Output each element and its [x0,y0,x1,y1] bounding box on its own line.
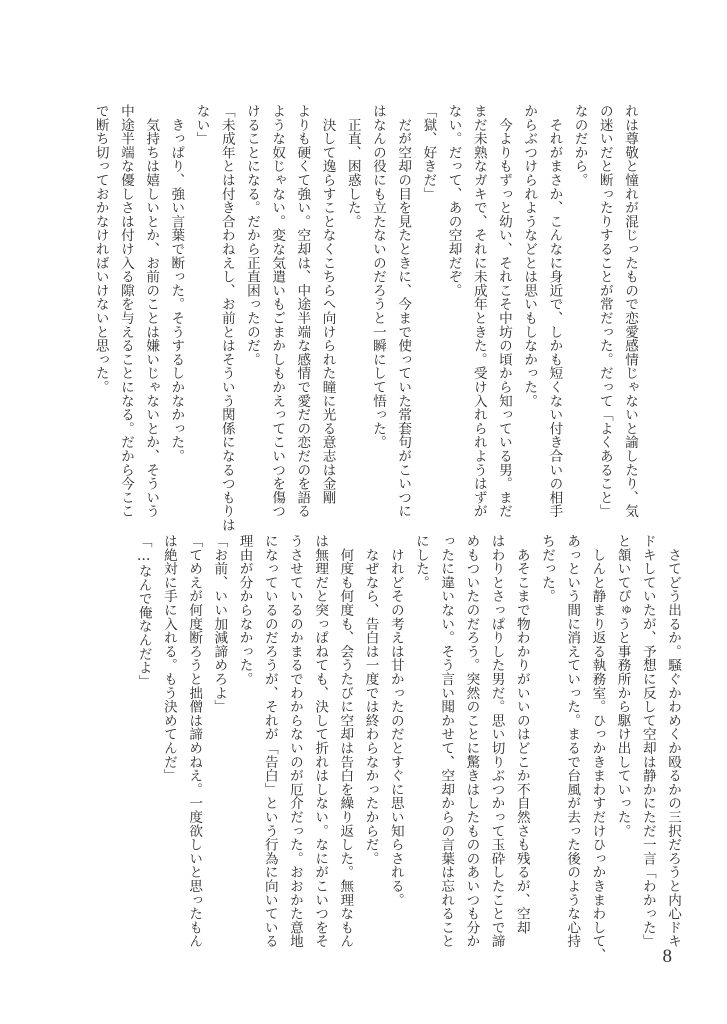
text-line: 何度も何度も、会うたびに空却は告白を繰り返した。無理なもん [337,534,354,948]
text-line: は無理だと突っぱねても、決して折れはしない。なにがこいつをそ [312,534,329,948]
text-line: 「獄、好きだ」 [420,104,437,201]
text-line: さてどう出るか。騒ぐかわめくか殴るかの三択だろうと内心ドキ [665,534,681,948]
text-line: あそこまで物わかりがいいのはどこか不自然さも残るが、空却 [513,534,530,935]
text-line: けれどその考えは甘かったのだとすぐに思い知らされる。 [387,534,404,907]
text-line: 正直、困惑した。 [344,104,361,229]
text-line: 決して逸らすことなくこちらへ向けられた瞳に光る意志は金剛 [319,104,336,505]
text-line: 「…なんで俺なんだよ」 [135,534,152,689]
upper-text-block [74,104,642,532]
text-line: しんと静まり返る執務室。ひっかきまわすだけひっかきまわして、 [589,534,606,962]
text-line: 「てめえが何度断ろうと拙僧は諦めねえ。一度欲しいと思ったもん [186,534,203,948]
page-number: 8 [662,946,672,967]
text-line: ドキしていたが、予想に反して空却は静かにただ一言「わかった」 [639,534,656,948]
text-line: ような奴じゃない。変な気遣いもごまかしもかえってこいつを傷つ [269,104,286,518]
text-line: まだ未熟なガキで、それに未成年ときた。受け入れられようはずが [470,104,487,518]
text-line: ない。だって、あの空却だぞ。 [445,104,462,298]
text-line: けることになる。だから正直困ったのだ。 [243,104,260,367]
text-line: なのだから。 [571,104,588,187]
text-line: 気持ちは嬉しいとか、お前のことは嫌いじゃないとか、そういう [143,104,160,518]
text-line: 中途半端な優しさは付け入る隙を与えることになる。だから今ここ [117,104,134,518]
text-line: それがまさか、こんなに身近で、しかも短くない付き合いの相手 [546,104,563,518]
text-line: きっぱり、強い言葉で断った。そうするしかなかった。 [168,104,185,463]
text-line: はわりとさっぱりした男だ。思い切りぶつかって玉砕したことで諦 [488,534,505,948]
text-line: だが空却の目を見たときに、今まで使っていた常套句がこいつに [395,104,412,518]
text-line: ったに違いない。そう言い聞かせて、空却からの言葉は忘れること [438,534,455,948]
text-line: の迷いだと断ったりすることが常だった。だって「よくあること」 [596,104,613,518]
text-line: と頷いてぴゅうと事務所から駆け出していった。 [614,534,631,838]
text-line: 「お前、いい加減諦めろよ」 [211,534,228,714]
text-line: れは尊敬と憧れが混じったもので恋愛感情じゃないと諭したり、気 [622,104,638,518]
text-line: ちだった。 [538,534,555,603]
lower-text-block [115,534,685,962]
text-line: なぜなら、告白は一度では終わらなかったからだ。 [362,534,379,866]
text-line: うさせているのかまるでわからないのが厄介だった。おおかた意地 [286,534,303,948]
text-line: めもついたのだろう。突然のことに驚きはしたもののあいつも分か [463,534,480,948]
text-line: にした。 [412,534,429,590]
text-line: になっているのだろうが、それが「告白」という行為に向いている [261,534,278,948]
text-line: はなんの役にも立たないのだろうと一瞬にして悟った。 [369,104,386,449]
text-line: 理由が分からなかった。 [236,534,253,686]
text-line: 「未成年とは付き合わねえし、お前とはそういう関係になるつもりは [218,104,235,532]
text-line: 今よりもずっと幼い、それこそ中坊の頃から知っている男。まだ [495,104,512,518]
text-line: あっという間に消えていった。まるで台風が去った後のような心持 [564,534,581,948]
text-line: で断ち切っておかなければいけないと思った。 [92,104,109,394]
text-line: は絶対に手に入れる。もう決めてんだ」 [160,534,177,783]
text-line: からぶつけられようなどとは思いもしなかった。 [521,104,538,408]
text-line: よりも硬くて強い。空却は、中途半端な感情で愛だの恋だのを語る [294,104,311,518]
text-line: ない」 [193,104,210,146]
